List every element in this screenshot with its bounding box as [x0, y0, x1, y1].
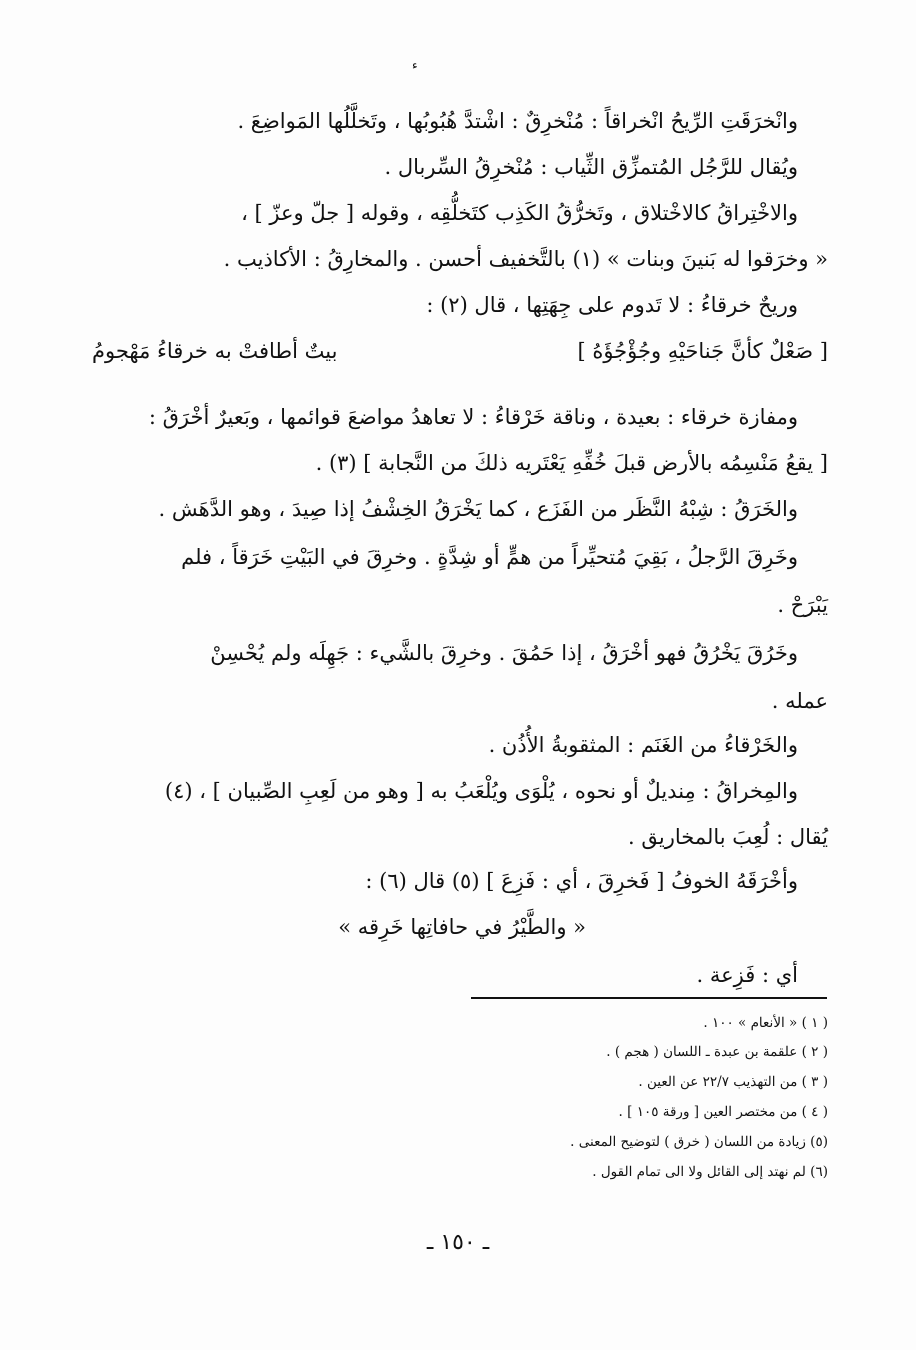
page-number: ـ ١٥٠ ـ: [426, 1230, 490, 1255]
text-line-4: « وخرَقوا له بَنينَ وبنات » (١) بالتَّخفيف أحسن . والمخارِقُ : الأكاذيب .: [223, 247, 828, 271]
text-line-12: عمله .: [771, 689, 828, 713]
text-line-16: وأخْرَقَهُ الخوفُ [ فَخرِقَ ، أي : فَزِعَ ] (٥) قال (٦) :: [365, 869, 798, 893]
footnote-3: ( ٣ ) من التهذيب ٢٢/٧ عن العين .: [638, 1074, 828, 1090]
top-mark: ء: [412, 58, 418, 72]
footnote-6: (٦) لم نهتد إلى القائل ولا الى تمام القول .: [592, 1164, 828, 1180]
footnote-separator: [471, 997, 827, 999]
text-line-18: أي : فَزِعة .: [696, 963, 798, 987]
footnote-2: ( ٢ ) علقمة بن عبدة ـ اللسان ( هجم ) .: [606, 1044, 828, 1060]
text-line-13: والخَرْقاءُ من الغَنَم : المثقوبةُ الأُذُن .: [488, 733, 798, 757]
text-line-10: يَبْرَحْ .: [777, 593, 828, 617]
footnote-5: (٥) زيادة من اللسان ( خرق ) لتوضيح المعنى .: [570, 1134, 828, 1150]
text-line-17: « والطَّيْرُ في حافاتِها خَرِقه »: [338, 915, 586, 939]
footnote-1: ( ١ ) « الأنعام » ١٠٠ .: [703, 1015, 828, 1031]
text-line-5: وريحٌ خرقاءُ : لا تَدوم على جِهَتِها ، قال (٢) :: [426, 293, 798, 317]
text-line-2: ويُقال للرَّجُل المُتمزِّق الثِّياب : مُنْخرِقُ السِّربال .: [384, 155, 798, 179]
verse-hemistich-2: بيتٌ أطافتْ به خرقاءُ مَهْجومُ: [92, 339, 338, 363]
text-line-8: والخَرَقُ : شِبْهُ النَّظَر من الفَزَع ، كما يَخْرَقُ الخِشْفُ إذا صِيدَ ، وهو الدَّهَش .: [158, 497, 798, 521]
text-line-14: والمِخراقُ : مِنديلٌ أو نحوه ، يُلْوَى ويُلْعَبُ به [ وهو من لَعِبِ الصِّبيان ] ، (٤): [164, 779, 798, 803]
verse-hemistich-1: [ صَعْلٌ كأنَّ جَناحَيْهِ وجُؤْجُؤَهُ ]: [577, 339, 828, 363]
text-line-15: يُقال : لُعِبَ بالمخاريق .: [628, 825, 828, 849]
text-line-1: وانْخرَقَتِ الرِّيحُ انْخراقاً : مُنْخرِقٌ : اشْتدَّ هُبُوبُها ، وتَخلَّلُها المَواضِعَ .: [237, 109, 798, 133]
text-line-11: وخَرُقَ يَخْرُقُ فهو أخْرَقُ ، إذا حَمُقَ . وخرِقَ بالشَّيء : جَهِلَه ولم يُحْسِنْ: [210, 641, 798, 665]
text-line-6: ومفازة خرقاء : بعيدة ، وناقة خَرْقاءُ : لا تعاهدُ مواضعَ قوائمها ، وبَعيرٌ أخْرَقُ :: [148, 405, 798, 429]
text-line-7: [ يقعُ مَنْسِمُه بالأرض قبلَ خُفِّهِ يَعْتَريه ذلكَ من النَّجابة ] (٣) .: [315, 451, 828, 475]
footnote-4: ( ٤ ) من مختصر العين [ ورقة ١٠٥ ] .: [618, 1104, 828, 1120]
text-line-9: وخَرِقَ الرَّجلُ ، بَقِيَ مُتحيِّراً من همٍّ أو شِدَّةٍ . وخرِقَ في البَيْتِ خَرَقاً ، فلم: [181, 545, 798, 569]
text-line-3: والاخْتِراقُ كالاخْتلاق ، وتَخرُّقُ الكَذِب كتَخلُّقِه ، وقوله [ جلّ وعزّ ] ،: [241, 201, 798, 225]
